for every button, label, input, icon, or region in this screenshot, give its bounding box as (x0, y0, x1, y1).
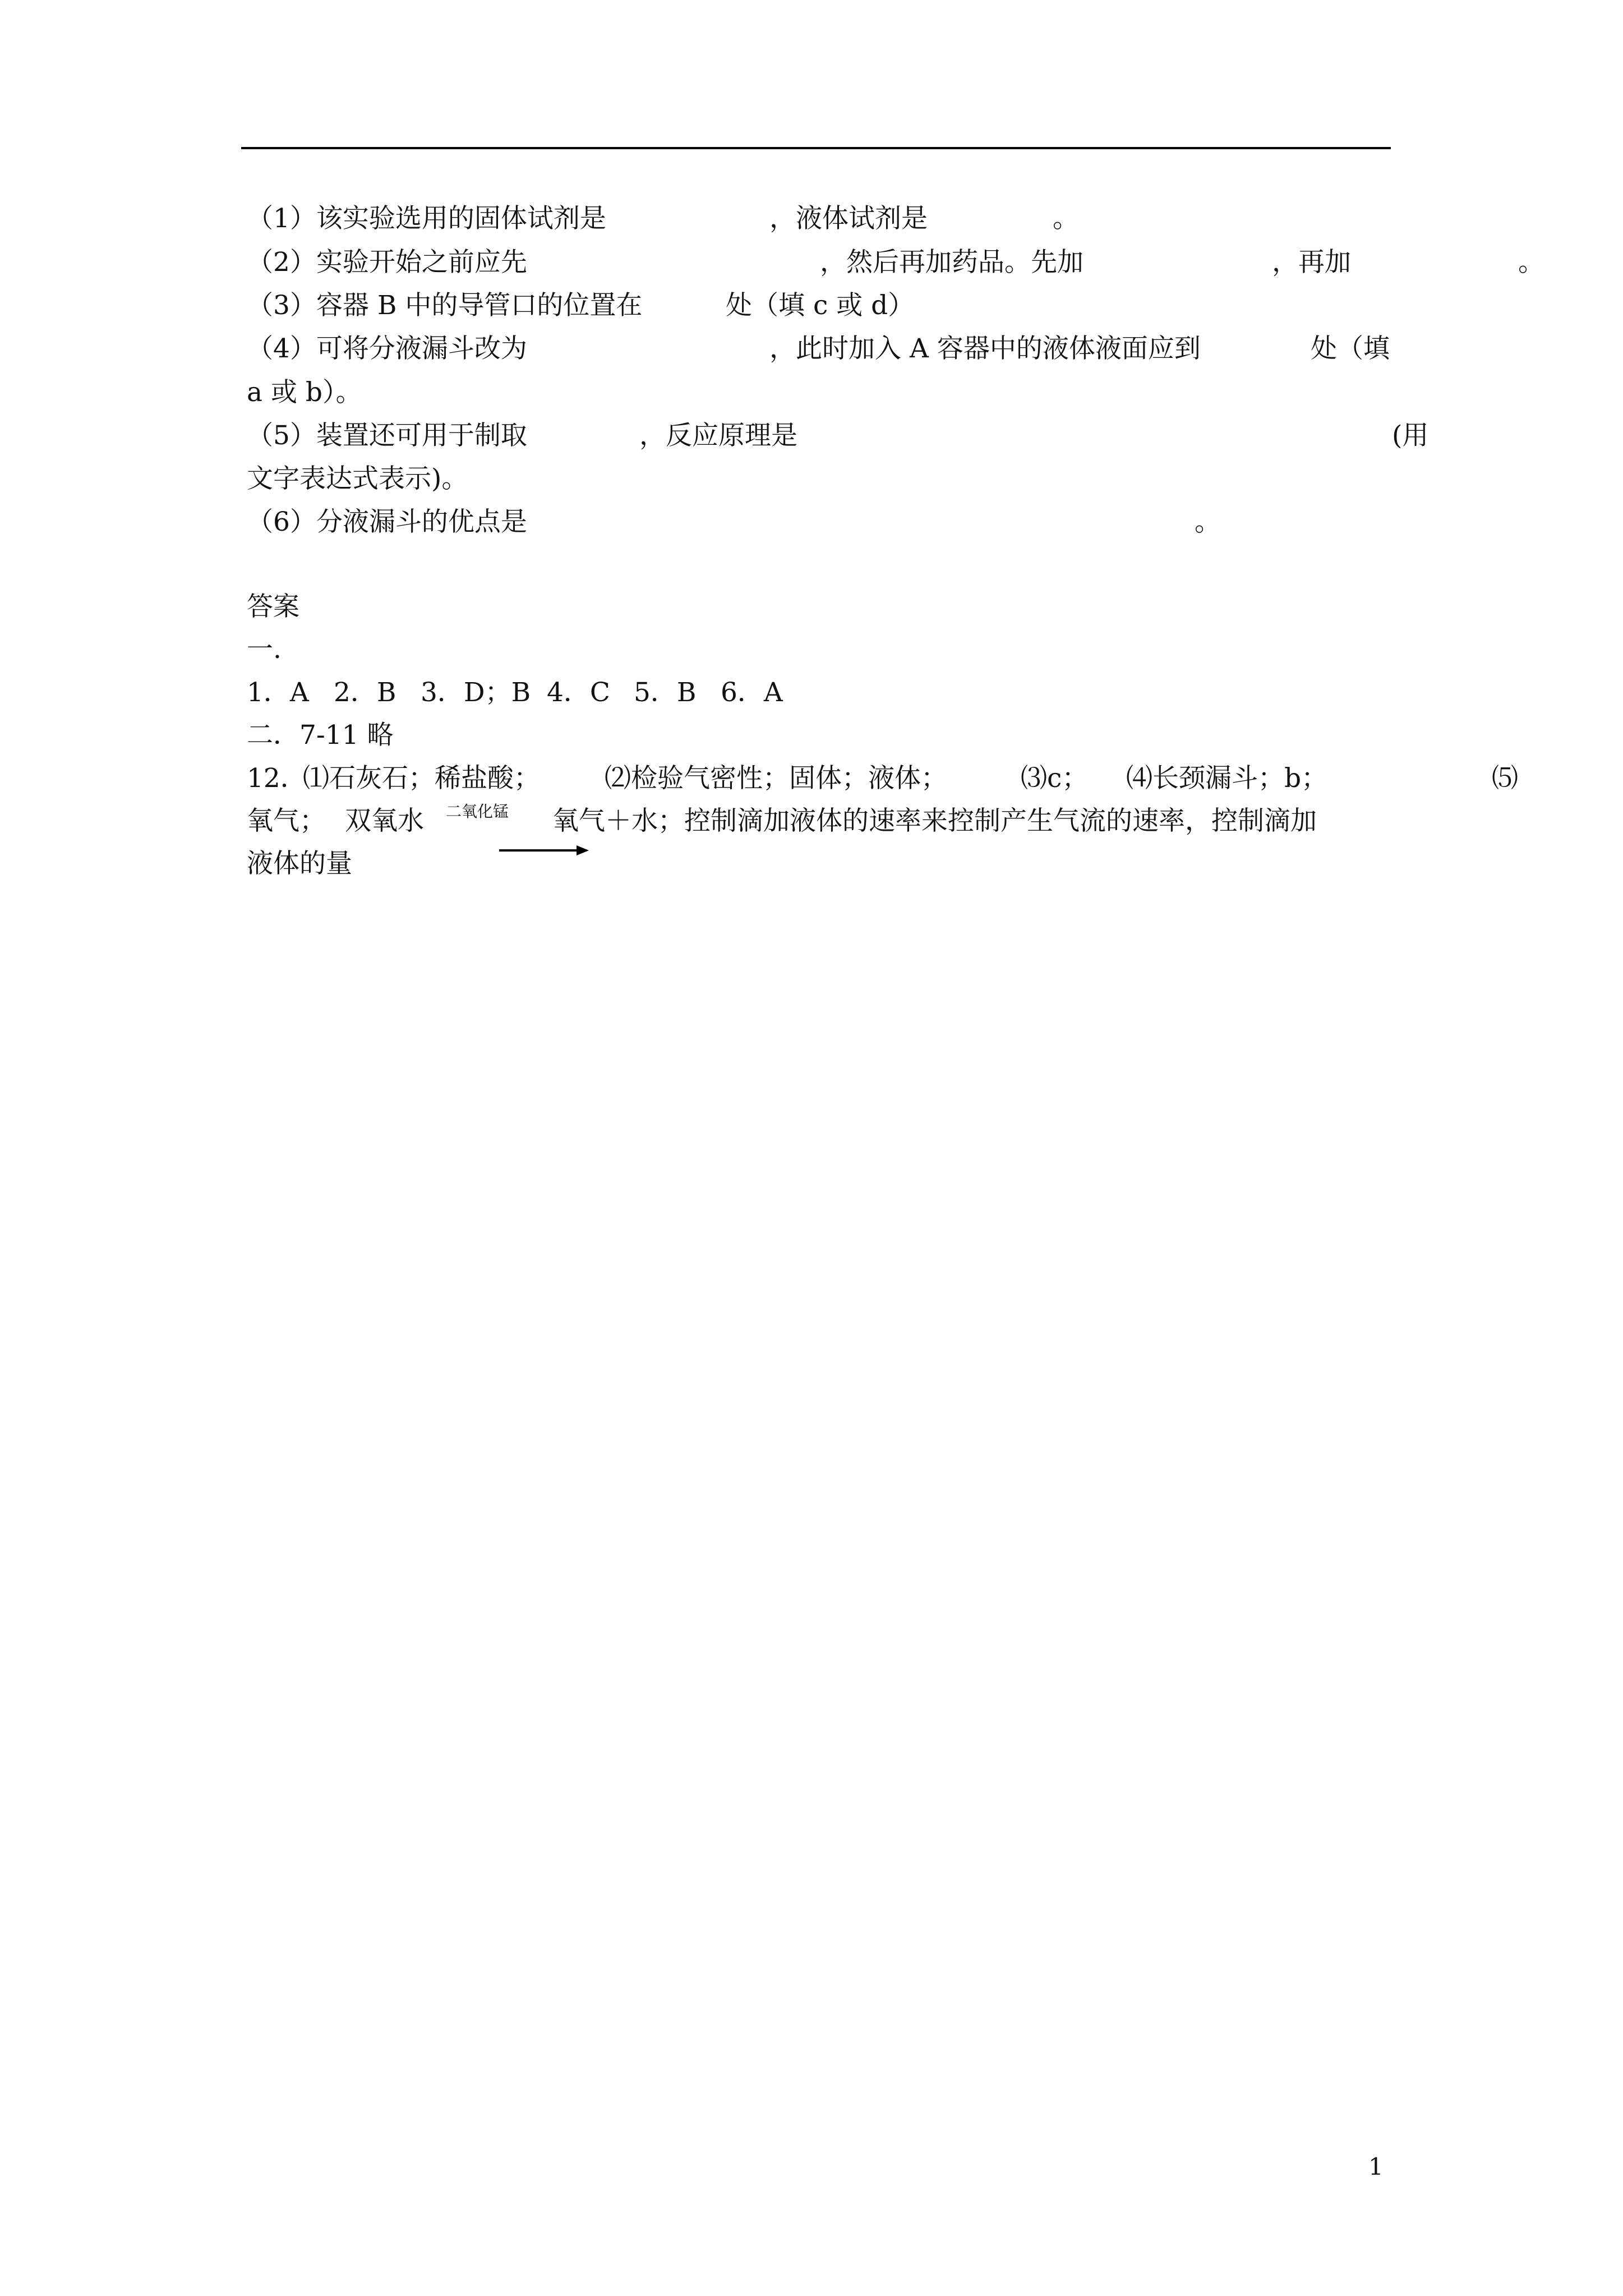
question-1-prompt: （1）该实验选用的固体试剂是 (247, 203, 606, 234)
answers-section-2-label: 二．7-11 略 (247, 720, 394, 751)
answer-12-part8: 氧气＋水；控制滴加液体的速率来控制产生气流的速率，控制滴加 (552, 806, 1317, 836)
question-5-prompt: （5）装置还可用于制取 (247, 420, 527, 451)
answer-12-part5: ⑸ (1492, 763, 1518, 794)
answer-12-part3: ⑶c； (1021, 763, 1089, 794)
question-2-mid: ，然后再加药品。先加 (820, 247, 1083, 278)
answers-heading-text: 答案 (247, 591, 299, 622)
choice-answer: 1．A (247, 677, 309, 708)
header-rule (241, 147, 1391, 149)
question-5-mid: ，反应原理是 (639, 420, 797, 451)
question-3-prompt: （3）容器 B 中的导管口的位置在 (247, 290, 643, 321)
choice-answer: 4．C (547, 677, 610, 708)
reaction-arrow-icon (499, 844, 589, 857)
question-2-prompt: （2）实验开始之前应先 (247, 247, 527, 278)
question-3-end: 处（填 c 或 d） (726, 290, 915, 321)
answer-12-part4: ⑷长颈漏斗；b； (1126, 763, 1328, 794)
answer-12-part6: 氧气； (247, 806, 326, 836)
question-5-end: (用 (1392, 420, 1429, 451)
catalyst-label: 二氧化锰 (446, 802, 509, 821)
question-6-prompt: （6）分液漏斗的优点是 (247, 507, 527, 537)
answer-12-part7: 双氧水 (345, 806, 424, 836)
question-2-end: 。 (1518, 247, 1544, 278)
question-1-mid: ，液体试剂是 (769, 203, 928, 234)
choice-answer: 3．D；B (421, 677, 531, 708)
question-2-mid2: ，再加 (1272, 247, 1351, 278)
question-4-prompt: （4）可将分液漏斗改为 (247, 333, 527, 364)
question-5-end2: 文字表达式表示)。 (247, 463, 468, 494)
answer-12-part9: 液体的量 (247, 848, 352, 879)
question-4-mid: ，此时加入 A 容器中的液体液面应到 (769, 333, 1201, 364)
answer-12-number: 12． (247, 763, 307, 794)
answer-12-part1: ⑴石灰石；稀盐酸； (303, 763, 540, 794)
question-4-end: a 或 b）。 (247, 377, 362, 408)
answers-section-1-label: 一. (247, 634, 282, 665)
question-6-end: 。 (1195, 507, 1221, 537)
page-number: 1 (1368, 2153, 1384, 2180)
question-4-mid2: 处（填 (1311, 333, 1390, 364)
answer-12-part2: ⑵检验气密性；固体；液体； (605, 763, 947, 794)
question-1-end: 。 (1053, 203, 1079, 234)
choice-answer: 5．B (634, 677, 697, 708)
choice-answer: 6．A (721, 677, 783, 708)
choice-answer: 2．B (334, 677, 396, 708)
